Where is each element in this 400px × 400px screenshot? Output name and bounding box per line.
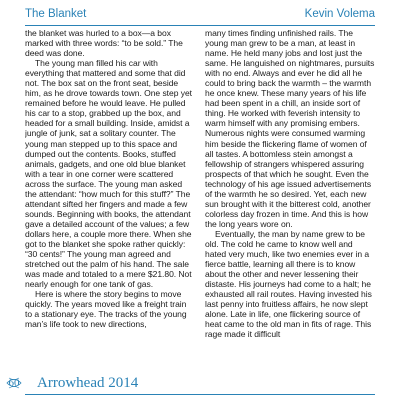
page-footer [8, 372, 375, 396]
header-rule [25, 25, 375, 26]
footer-rule [25, 394, 375, 395]
page-number: 60 [8, 377, 20, 389]
paragraph: Eventually, the man by name grew to be old. The cold he came to know well and hated very much, like two enemies ever in a fierce battle, learning all there is to know about the other and never lessening their distaste. His journeys had come to a halt; he exhausted all rail routes. Having invested his last penny into fruitless affairs, he now slept alone. Late in life, one flickering source of heat came to the old man in fits of rage. This rage made it difficult [205, 228, 372, 340]
paragraph: Here is where the story begins to move quickly. The years moved like a freight train to a stationary eye. The tracks of the young man’s life took to new directions, [25, 289, 187, 330]
running-header [25, 8, 375, 26]
right-column [205, 28, 375, 365]
running-author: Kevin Volema [304, 8, 375, 20]
paragraph: The young man filled his car with everything that mattered and some that did not. The box sat on the front seat, beside him, as he drove towards town. One step yet remained before he would leave. He pulled his car to a stop, grabbed up the box, and headed for a small building. Inside, amidst a jungle of junk, sat a solitary counter. The young man stepped up to this space and dumped out the contents. Books, stuffed animals, gadgets, and one old blue blanket with a tear in one corner were scattered across the surface. The young man asked the attendant: “how much for this stuff?” The attendant sifted her fingers and made a few sounds. Beginning with books, the attendant gave a detailed account of the values; a few dollars here, a couple more there. When she got to the blanket she spoke rather quickly: “30 cents!” The young man agreed and stretched out the palm of his hand. The sale was made and totaled to a mere $21.80. Not nearly enough for one tank of gas. [25, 58, 192, 290]
paragraph: the blanket was hurled to a box—a box marked with three words: “to be sold.” The deed was done. [25, 28, 183, 59]
running-title: The Blanket [25, 8, 87, 20]
publication-title: Arrowhead 2014 [37, 375, 139, 391]
paragraph: many times finding unfinished rails. The young man grew to be a man, at least in name. He held many jobs and lost just the same. He languished on nightmares, pursuits with no end. Always and ever he did all he could to bring back the warmth – the warmth he once knew. These many years of his life had been spent in a chill, an inside sort of thing. He worked with feverish intensity to warm himself with any promising embers. Numerous nights were consumed warming him beside the flickering flame of women of all tastes. A bottomless stein amongst a fellowship of strangers whispered assuring prospects of that which he sought. Even the technology of his age issued advertisements of the warmth he so desired. Yet, each new sun brought with it the bitterest cold, another colorless day frozen in time. And this is how the long years wore on. [205, 28, 375, 229]
left-column [25, 28, 195, 365]
body-text [25, 28, 375, 365]
